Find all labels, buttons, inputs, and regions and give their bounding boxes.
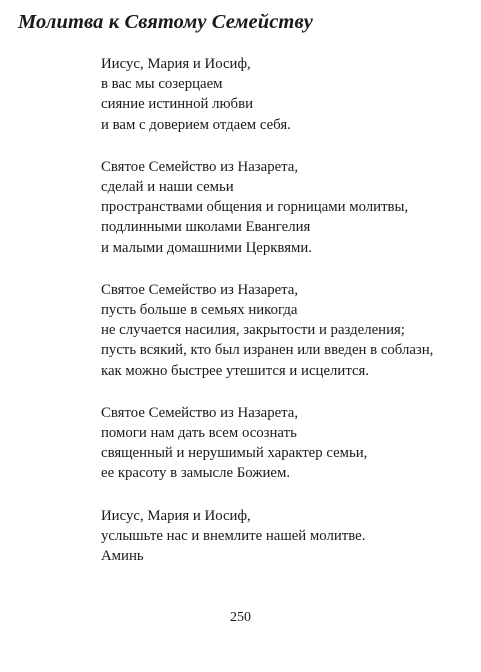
prayer-line: Иисус, Мария и Иосиф, [101,507,251,524]
prayer-line: Аминь [101,548,144,565]
prayer-line: Святое Семейство из Назарета, [101,158,299,175]
prayer-line: сияние истинной любви [101,96,253,113]
prayer-line: помоги нам дать всем осознать [101,425,297,442]
prayer-line: как можно быстрее утешится и исцелится. [101,362,370,379]
stanza [101,403,471,484]
prayer-line: пространствами общения и горницами молитвы, [101,199,409,216]
prayer-line: священный и нерушимый характер семьи, [101,445,368,462]
prayer-line: пусть всякий, кто был изранен или введен в соблазн, [101,342,434,359]
stanza [101,506,471,567]
prayer-line: Иисус, Мария и Иосиф, [101,56,251,72]
prayer-line: Святое Семейство из Назарета, [101,281,299,298]
prayer-line: и вам с доверием отдаем себя. [101,116,291,133]
stanza [101,157,471,258]
prayer-line: и малыми домашними Церквями. [101,239,312,256]
prayer-line: Святое Семейство из Назарета, [101,404,299,421]
prayer-line: подлинными школами Евангелия [101,219,311,236]
page-title: Молитва к Святому Семейству [18,11,313,33]
prayer-line: в вас мы созерцаем [101,76,223,93]
prayer-line: не случается насилия, закрытости и разделения; [101,322,405,339]
prayer-line: ее красоту в замысле Божием. [101,465,291,482]
prayer-line: пусть больше в семьях никогда [101,302,298,319]
prayer-line: сделай и наши семьи [101,179,234,196]
stanza [101,54,471,135]
prayer-line: услышьте нас и внемлите нашей молитве. [101,527,366,544]
page-number: 250 [230,610,251,625]
stanza [101,280,471,381]
prayer-text [101,54,471,588]
